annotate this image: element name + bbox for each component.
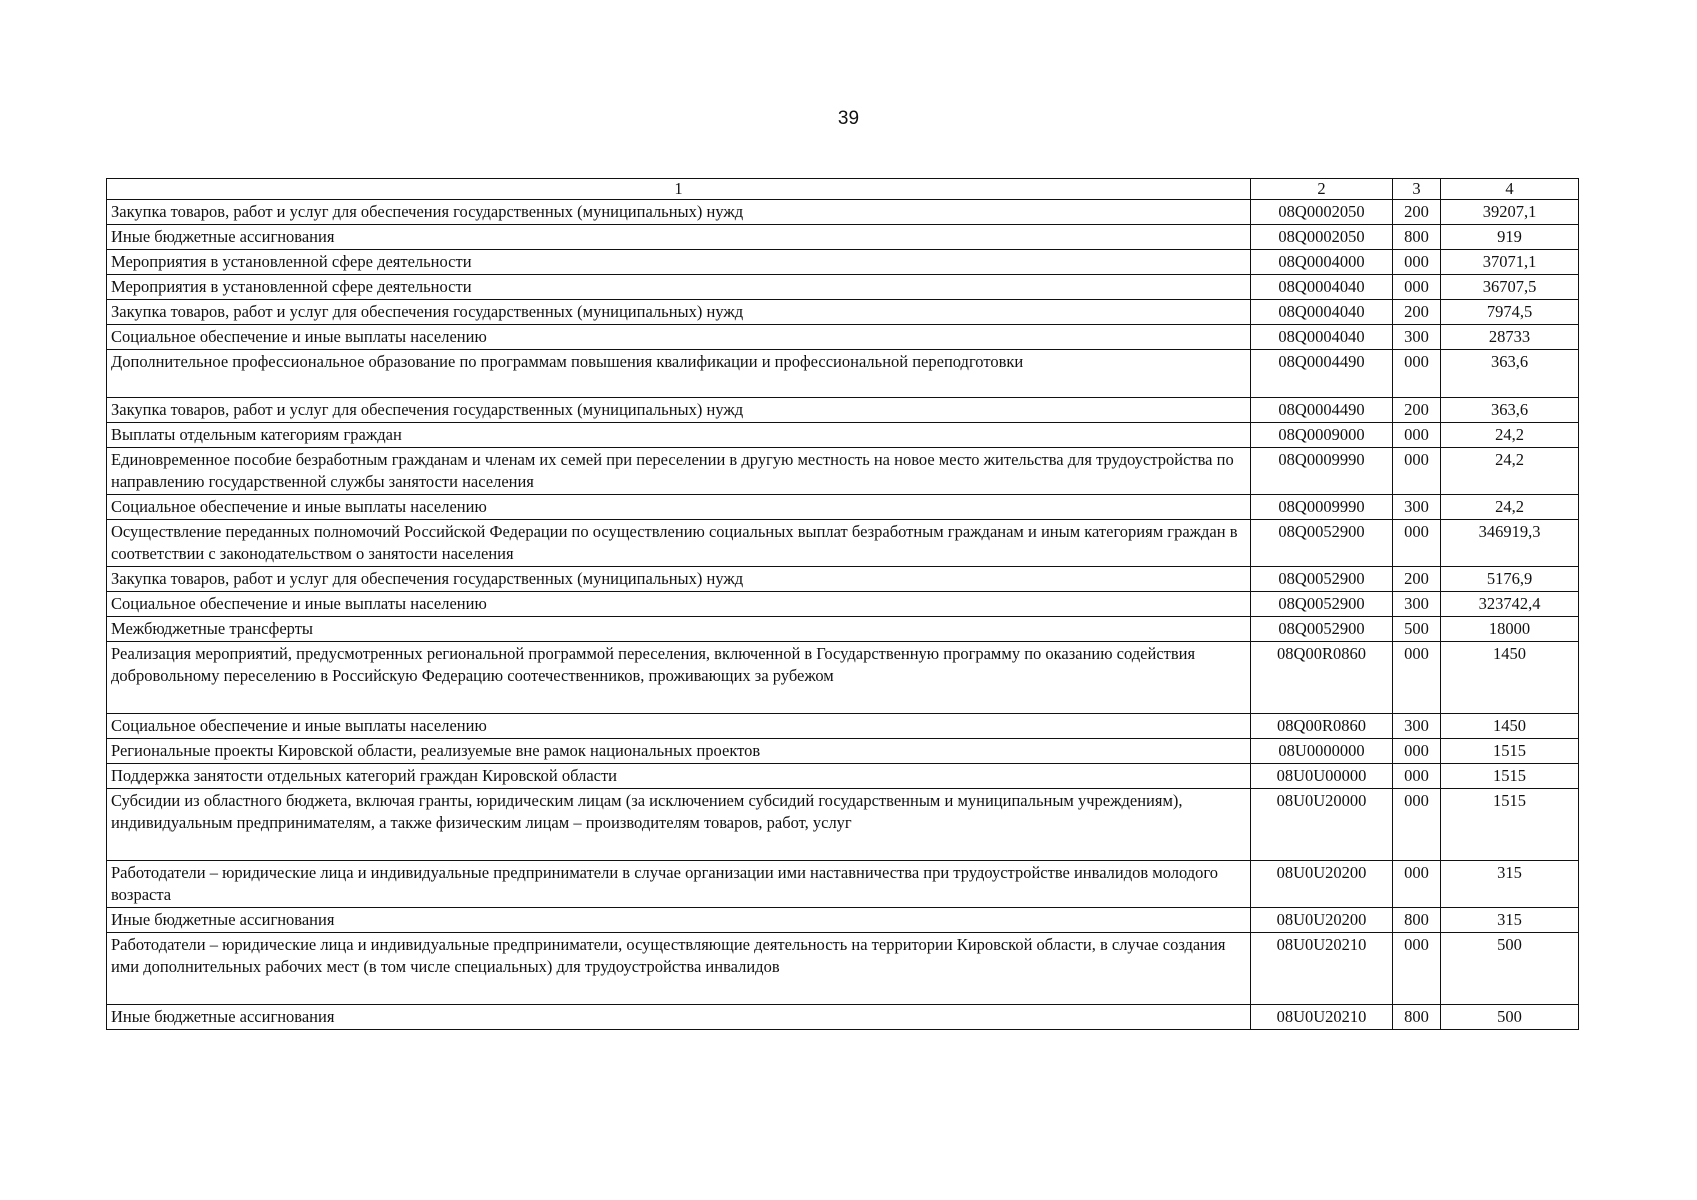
row-name-cell: Социальное обеспечение и иные выплаты населению <box>107 714 1251 739</box>
row-amount-cell: 919 <box>1441 225 1579 250</box>
row-type-cell: 000 <box>1393 764 1441 789</box>
row-name-cell: Межбюджетные трансферты <box>107 617 1251 642</box>
table-row <box>107 592 1579 617</box>
row-code-cell: 08Q0052900 <box>1251 592 1393 617</box>
table-row <box>107 225 1579 250</box>
row-name-cell: Единовременное пособие безработным гражданам и членам их семей при переселении в другую местность на новое место жительства для трудоустройства по направлению государственной службы занятости населения <box>107 448 1251 495</box>
page-number: 39 <box>837 108 860 129</box>
row-amount-cell: 1450 <box>1441 642 1579 714</box>
row-name-cell: Социальное обеспечение и иные выплаты населению <box>107 592 1251 617</box>
table-row <box>107 764 1579 789</box>
row-name-cell: Иные бюджетные ассигнования <box>107 908 1251 933</box>
row-code-cell: 08Q0052900 <box>1251 567 1393 592</box>
row-type-cell: 000 <box>1393 520 1441 567</box>
row-code-cell: 08U0U20200 <box>1251 908 1393 933</box>
budget-table <box>106 178 1579 1030</box>
row-name-cell: Мероприятия в установленной сфере деятельности <box>107 275 1251 300</box>
row-amount-cell: 5176,9 <box>1441 567 1579 592</box>
row-name-cell: Закупка товаров, работ и услуг для обеспечения государственных (муниципальных) нужд <box>107 300 1251 325</box>
row-amount-cell: 315 <box>1441 861 1579 908</box>
row-type-cell: 800 <box>1393 225 1441 250</box>
header-cell-code: 2 <box>1251 179 1393 200</box>
row-amount-cell: 323742,4 <box>1441 592 1579 617</box>
table-row <box>107 250 1579 275</box>
row-type-cell: 000 <box>1393 642 1441 714</box>
row-type-cell: 800 <box>1393 1005 1441 1030</box>
row-code-cell: 08U0U20210 <box>1251 933 1393 1005</box>
row-name-cell: Выплаты отдельным категориям граждан <box>107 423 1251 448</box>
row-amount-cell: 18000 <box>1441 617 1579 642</box>
row-amount-cell: 24,2 <box>1441 448 1579 495</box>
row-amount-cell: 24,2 <box>1441 423 1579 448</box>
row-type-cell: 300 <box>1393 495 1441 520</box>
row-amount-cell: 500 <box>1441 933 1579 1005</box>
row-name-cell: Осуществление переданных полномочий Российской Федерации по осуществлению социальных выплат безработным гражданам и иным категориям граждан в соответствии с законодательством о занятости населения <box>107 520 1251 567</box>
row-code-cell: 08U0U20210 <box>1251 1005 1393 1030</box>
row-type-cell: 500 <box>1393 617 1441 642</box>
row-code-cell: 08Q0052900 <box>1251 520 1393 567</box>
row-amount-cell: 363,6 <box>1441 398 1579 423</box>
row-type-cell: 200 <box>1393 398 1441 423</box>
row-type-cell: 000 <box>1393 250 1441 275</box>
row-type-cell: 800 <box>1393 908 1441 933</box>
table-row <box>107 714 1579 739</box>
table-row <box>107 495 1579 520</box>
row-code-cell: 08U0U00000 <box>1251 764 1393 789</box>
row-code-cell: 08U0000000 <box>1251 739 1393 764</box>
row-type-cell: 200 <box>1393 200 1441 225</box>
row-code-cell: 08Q0052900 <box>1251 617 1393 642</box>
table-row <box>107 861 1579 908</box>
row-type-cell: 000 <box>1393 350 1441 398</box>
row-name-cell: Дополнительное профессиональное образование по программам повышения квалификации и профессиональной переподготовки <box>107 350 1251 398</box>
row-code-cell: 08Q0009990 <box>1251 495 1393 520</box>
row-name-cell: Закупка товаров, работ и услуг для обеспечения государственных (муниципальных) нужд <box>107 398 1251 423</box>
row-code-cell: 08Q00R0860 <box>1251 642 1393 714</box>
row-amount-cell: 7974,5 <box>1441 300 1579 325</box>
table-row <box>107 739 1579 764</box>
row-code-cell: 08U0U20000 <box>1251 789 1393 861</box>
table-row <box>107 520 1579 567</box>
table-row <box>107 275 1579 300</box>
row-name-cell: Реализация мероприятий, предусмотренных региональной программой переселения, включенной в Государственную программу по оказанию содействия добровольному переселению в Российскую Федерацию соотечественников, проживающих за рубежом <box>107 642 1251 714</box>
header-cell-name: 1 <box>107 179 1251 200</box>
table-row <box>107 423 1579 448</box>
row-code-cell: 08Q0004490 <box>1251 398 1393 423</box>
header-row <box>107 179 1579 200</box>
table-row <box>107 325 1579 350</box>
row-amount-cell: 363,6 <box>1441 350 1579 398</box>
row-name-cell: Мероприятия в установленной сфере деятельности <box>107 250 1251 275</box>
row-type-cell: 000 <box>1393 789 1441 861</box>
row-code-cell: 08Q0002050 <box>1251 200 1393 225</box>
row-code-cell: 08Q0004000 <box>1251 250 1393 275</box>
row-name-cell: Субсидии из областного бюджета, включая гранты, юридическим лицам (за исключением субсидий государственным и муниципальным учреждениям), индивидуальным предпринимателям, а также физическим лицам – производителям товаров, работ, услуг <box>107 789 1251 861</box>
row-type-cell: 000 <box>1393 739 1441 764</box>
row-amount-cell: 28733 <box>1441 325 1579 350</box>
row-name-cell: Работодатели – юридические лица и индивидуальные предприниматели в случае организации ими наставничества при трудоустройстве инвалидов молодого возраста <box>107 861 1251 908</box>
row-name-cell: Поддержка занятости отдельных категорий граждан Кировской области <box>107 764 1251 789</box>
table-row <box>107 448 1579 495</box>
row-code-cell: 08Q0004040 <box>1251 300 1393 325</box>
row-code-cell: 08Q0009990 <box>1251 448 1393 495</box>
table-row <box>107 789 1579 861</box>
table-row <box>107 1005 1579 1030</box>
row-amount-cell: 315 <box>1441 908 1579 933</box>
row-name-cell: Региональные проекты Кировской области, реализуемые вне рамок национальных проектов <box>107 739 1251 764</box>
row-type-cell: 300 <box>1393 592 1441 617</box>
row-type-cell: 200 <box>1393 300 1441 325</box>
row-name-cell: Иные бюджетные ассигнования <box>107 1005 1251 1030</box>
row-type-cell: 000 <box>1393 275 1441 300</box>
row-name-cell: Работодатели – юридические лица и индивидуальные предприниматели, осуществляющие деятельность на территории Кировской области, в случае создания ими дополнительных рабочих мест (в том числе специальных) для трудоустройства инвалидов <box>107 933 1251 1005</box>
row-name-cell: Социальное обеспечение и иные выплаты населению <box>107 325 1251 350</box>
row-amount-cell: 500 <box>1441 1005 1579 1030</box>
row-amount-cell: 1515 <box>1441 764 1579 789</box>
row-type-cell: 000 <box>1393 423 1441 448</box>
row-type-cell: 000 <box>1393 933 1441 1005</box>
row-type-cell: 200 <box>1393 567 1441 592</box>
row-amount-cell: 1515 <box>1441 789 1579 861</box>
table-row <box>107 300 1579 325</box>
row-amount-cell: 37071,1 <box>1441 250 1579 275</box>
table-row <box>107 350 1579 398</box>
row-amount-cell: 346919,3 <box>1441 520 1579 567</box>
row-type-cell: 300 <box>1393 714 1441 739</box>
table-row <box>107 642 1579 714</box>
table-row <box>107 567 1579 592</box>
row-name-cell: Закупка товаров, работ и услуг для обеспечения государственных (муниципальных) нужд <box>107 567 1251 592</box>
row-name-cell: Социальное обеспечение и иные выплаты населению <box>107 495 1251 520</box>
table-row <box>107 398 1579 423</box>
row-type-cell: 000 <box>1393 448 1441 495</box>
row-amount-cell: 36707,5 <box>1441 275 1579 300</box>
table-row <box>107 617 1579 642</box>
table-row <box>107 933 1579 1005</box>
row-code-cell: 08Q0009000 <box>1251 423 1393 448</box>
row-code-cell: 08Q00R0860 <box>1251 714 1393 739</box>
row-amount-cell: 1450 <box>1441 714 1579 739</box>
table-row <box>107 908 1579 933</box>
row-name-cell: Закупка товаров, работ и услуг для обеспечения государственных (муниципальных) нужд <box>107 200 1251 225</box>
row-amount-cell: 24,2 <box>1441 495 1579 520</box>
row-code-cell: 08U0U20200 <box>1251 861 1393 908</box>
row-amount-cell: 1515 <box>1441 739 1579 764</box>
table-row <box>107 200 1579 225</box>
row-amount-cell: 39207,1 <box>1441 200 1579 225</box>
row-code-cell: 08Q0004490 <box>1251 350 1393 398</box>
row-type-cell: 000 <box>1393 861 1441 908</box>
row-name-cell: Иные бюджетные ассигнования <box>107 225 1251 250</box>
row-code-cell: 08Q0002050 <box>1251 225 1393 250</box>
row-type-cell: 300 <box>1393 325 1441 350</box>
header-cell-amount: 4 <box>1441 179 1579 200</box>
row-code-cell: 08Q0004040 <box>1251 325 1393 350</box>
row-code-cell: 08Q0004040 <box>1251 275 1393 300</box>
header-cell-type: 3 <box>1393 179 1441 200</box>
